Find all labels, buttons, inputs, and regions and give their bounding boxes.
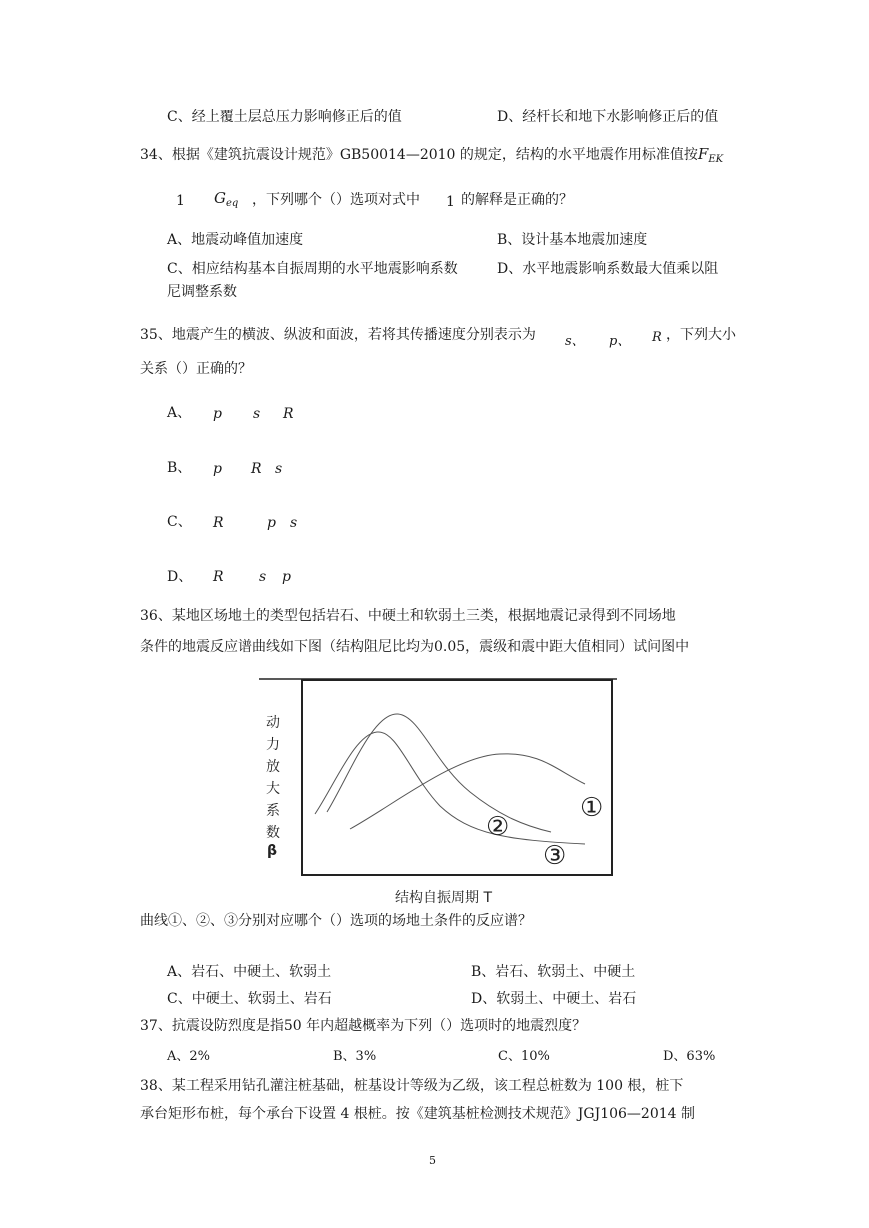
q34-stem-line2: ，下列哪个（）选项对式中 bbox=[252, 192, 420, 208]
ylabel-char: 放 bbox=[266, 759, 280, 775]
q35-symbol-p: p、 bbox=[609, 334, 631, 349]
option-sym: R bbox=[213, 515, 224, 531]
q37-option-d: D、63% bbox=[663, 1049, 716, 1064]
q34-formula-one: 1 bbox=[176, 193, 185, 209]
option-sym: p bbox=[282, 569, 291, 585]
option-sym: s bbox=[275, 461, 283, 477]
q35-stem-line1-end: ，下列大小 bbox=[666, 327, 736, 343]
q35-stem-line2: 关系（）正确的？ bbox=[140, 361, 252, 377]
ylabel-char: 大 bbox=[266, 781, 280, 797]
fek-symbol: $F_{EK}$ bbox=[697, 145, 724, 165]
q36-option-c: C、中硬土、软弱土、岩石 bbox=[167, 991, 332, 1007]
q34-stem-line1 bbox=[140, 144, 723, 165]
q35-symbol-r: R bbox=[652, 330, 662, 345]
ylabel-char: 动 bbox=[266, 715, 280, 731]
q37-option-a: A、2% bbox=[167, 1049, 211, 1064]
q38-stem-line2: 承台矩形布桩，每个承台下设置 4 根桩。按《建筑基桩检测技术规范》JGJ106—2014 制 bbox=[140, 1106, 696, 1122]
option-sym: s bbox=[259, 569, 267, 585]
option-label: C、 bbox=[167, 514, 192, 530]
q36-option-b: B、岩石、软弱土、中硬土 bbox=[471, 964, 636, 980]
curve-1-label: ① bbox=[580, 793, 604, 823]
curve-3 bbox=[315, 732, 585, 844]
curve-3-label: ③ bbox=[543, 841, 567, 871]
q36-stem-line1: 36、某地区场地土的类型包括岩石、中硬土和软弱土三类，根据地震记录得到不同场地 bbox=[140, 608, 676, 624]
q35-stem-line1: 35、地震产生的横波、纵波和面波，若将其传播速度分别表示为 bbox=[140, 327, 536, 343]
option-sym: p bbox=[267, 515, 276, 531]
q34-option-a: A、地震动峰值加速度 bbox=[167, 232, 304, 248]
q37-option-b: B、3% bbox=[333, 1049, 377, 1064]
q36-stem-line2: 条件的地震反应谱曲线如下图（结构阻尼比均为0.05，震级和震中距大值相同）试问图中 bbox=[140, 639, 690, 655]
option-sym: R bbox=[213, 569, 224, 585]
ylabel-char: 力 bbox=[266, 737, 280, 753]
q38-stem-line1: 38、某工程采用钻孔灌注桩基础，桩基设计等级为乙级，该工程总桩数为 100 根，桩下 bbox=[140, 1078, 684, 1094]
option-label: B、 bbox=[167, 460, 192, 476]
q36-option-d: D、软弱土、中硬土、岩石 bbox=[471, 991, 637, 1007]
ylabel-char: 数 bbox=[266, 825, 280, 841]
q34-stem-text: 34、根据《建筑抗震设计规范》GB50014—2010 的规定，结构的水平地震作用标准值按 bbox=[140, 147, 698, 163]
q34-stem-line2-end: 的解释是正确的？ bbox=[461, 192, 573, 208]
curve-2 bbox=[327, 714, 551, 832]
option-sym: p bbox=[213, 406, 222, 422]
option-sym: s bbox=[253, 406, 261, 422]
q35-symbol-s: s、 bbox=[565, 334, 585, 349]
q36-stem-line3: 曲线①、②、③分别对应哪个（）选项的场地土条件的反应谱？ bbox=[140, 913, 532, 929]
option-label: A、 bbox=[167, 405, 192, 421]
geq-symbol: $G_{eq}$ bbox=[214, 189, 239, 209]
option-label: D、 bbox=[167, 569, 193, 585]
q34-option-d: D、水平地震影响系数最大值乘以阻 bbox=[497, 261, 719, 277]
q34-option-b: B、设计基本地震加速度 bbox=[497, 232, 648, 248]
q34-option-d-cont: 尼调整系数 bbox=[167, 284, 237, 300]
q37-option-c: C、10% bbox=[498, 1049, 550, 1064]
q34-option-c: C、相应结构基本自振周期的水平地震影响系数 bbox=[167, 261, 458, 277]
ylabel-char: 系 bbox=[266, 803, 280, 819]
ylabel-char: β bbox=[267, 843, 278, 859]
option-sym: s bbox=[290, 515, 298, 531]
q34-formula-one-2: 1 bbox=[446, 194, 455, 210]
option-sym: p bbox=[213, 461, 222, 477]
q37-stem: 37、抗震设防烈度是指50 年内超越概率为下列（）选项时的地震烈度？ bbox=[140, 1018, 587, 1034]
option-sym: R bbox=[251, 461, 262, 477]
curve-1 bbox=[350, 754, 585, 829]
page-number: 5 bbox=[429, 1154, 436, 1167]
xlabel: 结构自振周期 T bbox=[395, 890, 493, 906]
q36-option-a: A、岩石、中硬土、软弱土 bbox=[167, 964, 332, 980]
q33-option-c: C、经上覆土层总压力影响修正后的值 bbox=[167, 109, 402, 125]
q33-option-d: D、经杆长和地下水影响修正后的值 bbox=[497, 109, 719, 125]
option-sym: R bbox=[283, 406, 294, 422]
curve-2-label: ② bbox=[486, 812, 510, 842]
